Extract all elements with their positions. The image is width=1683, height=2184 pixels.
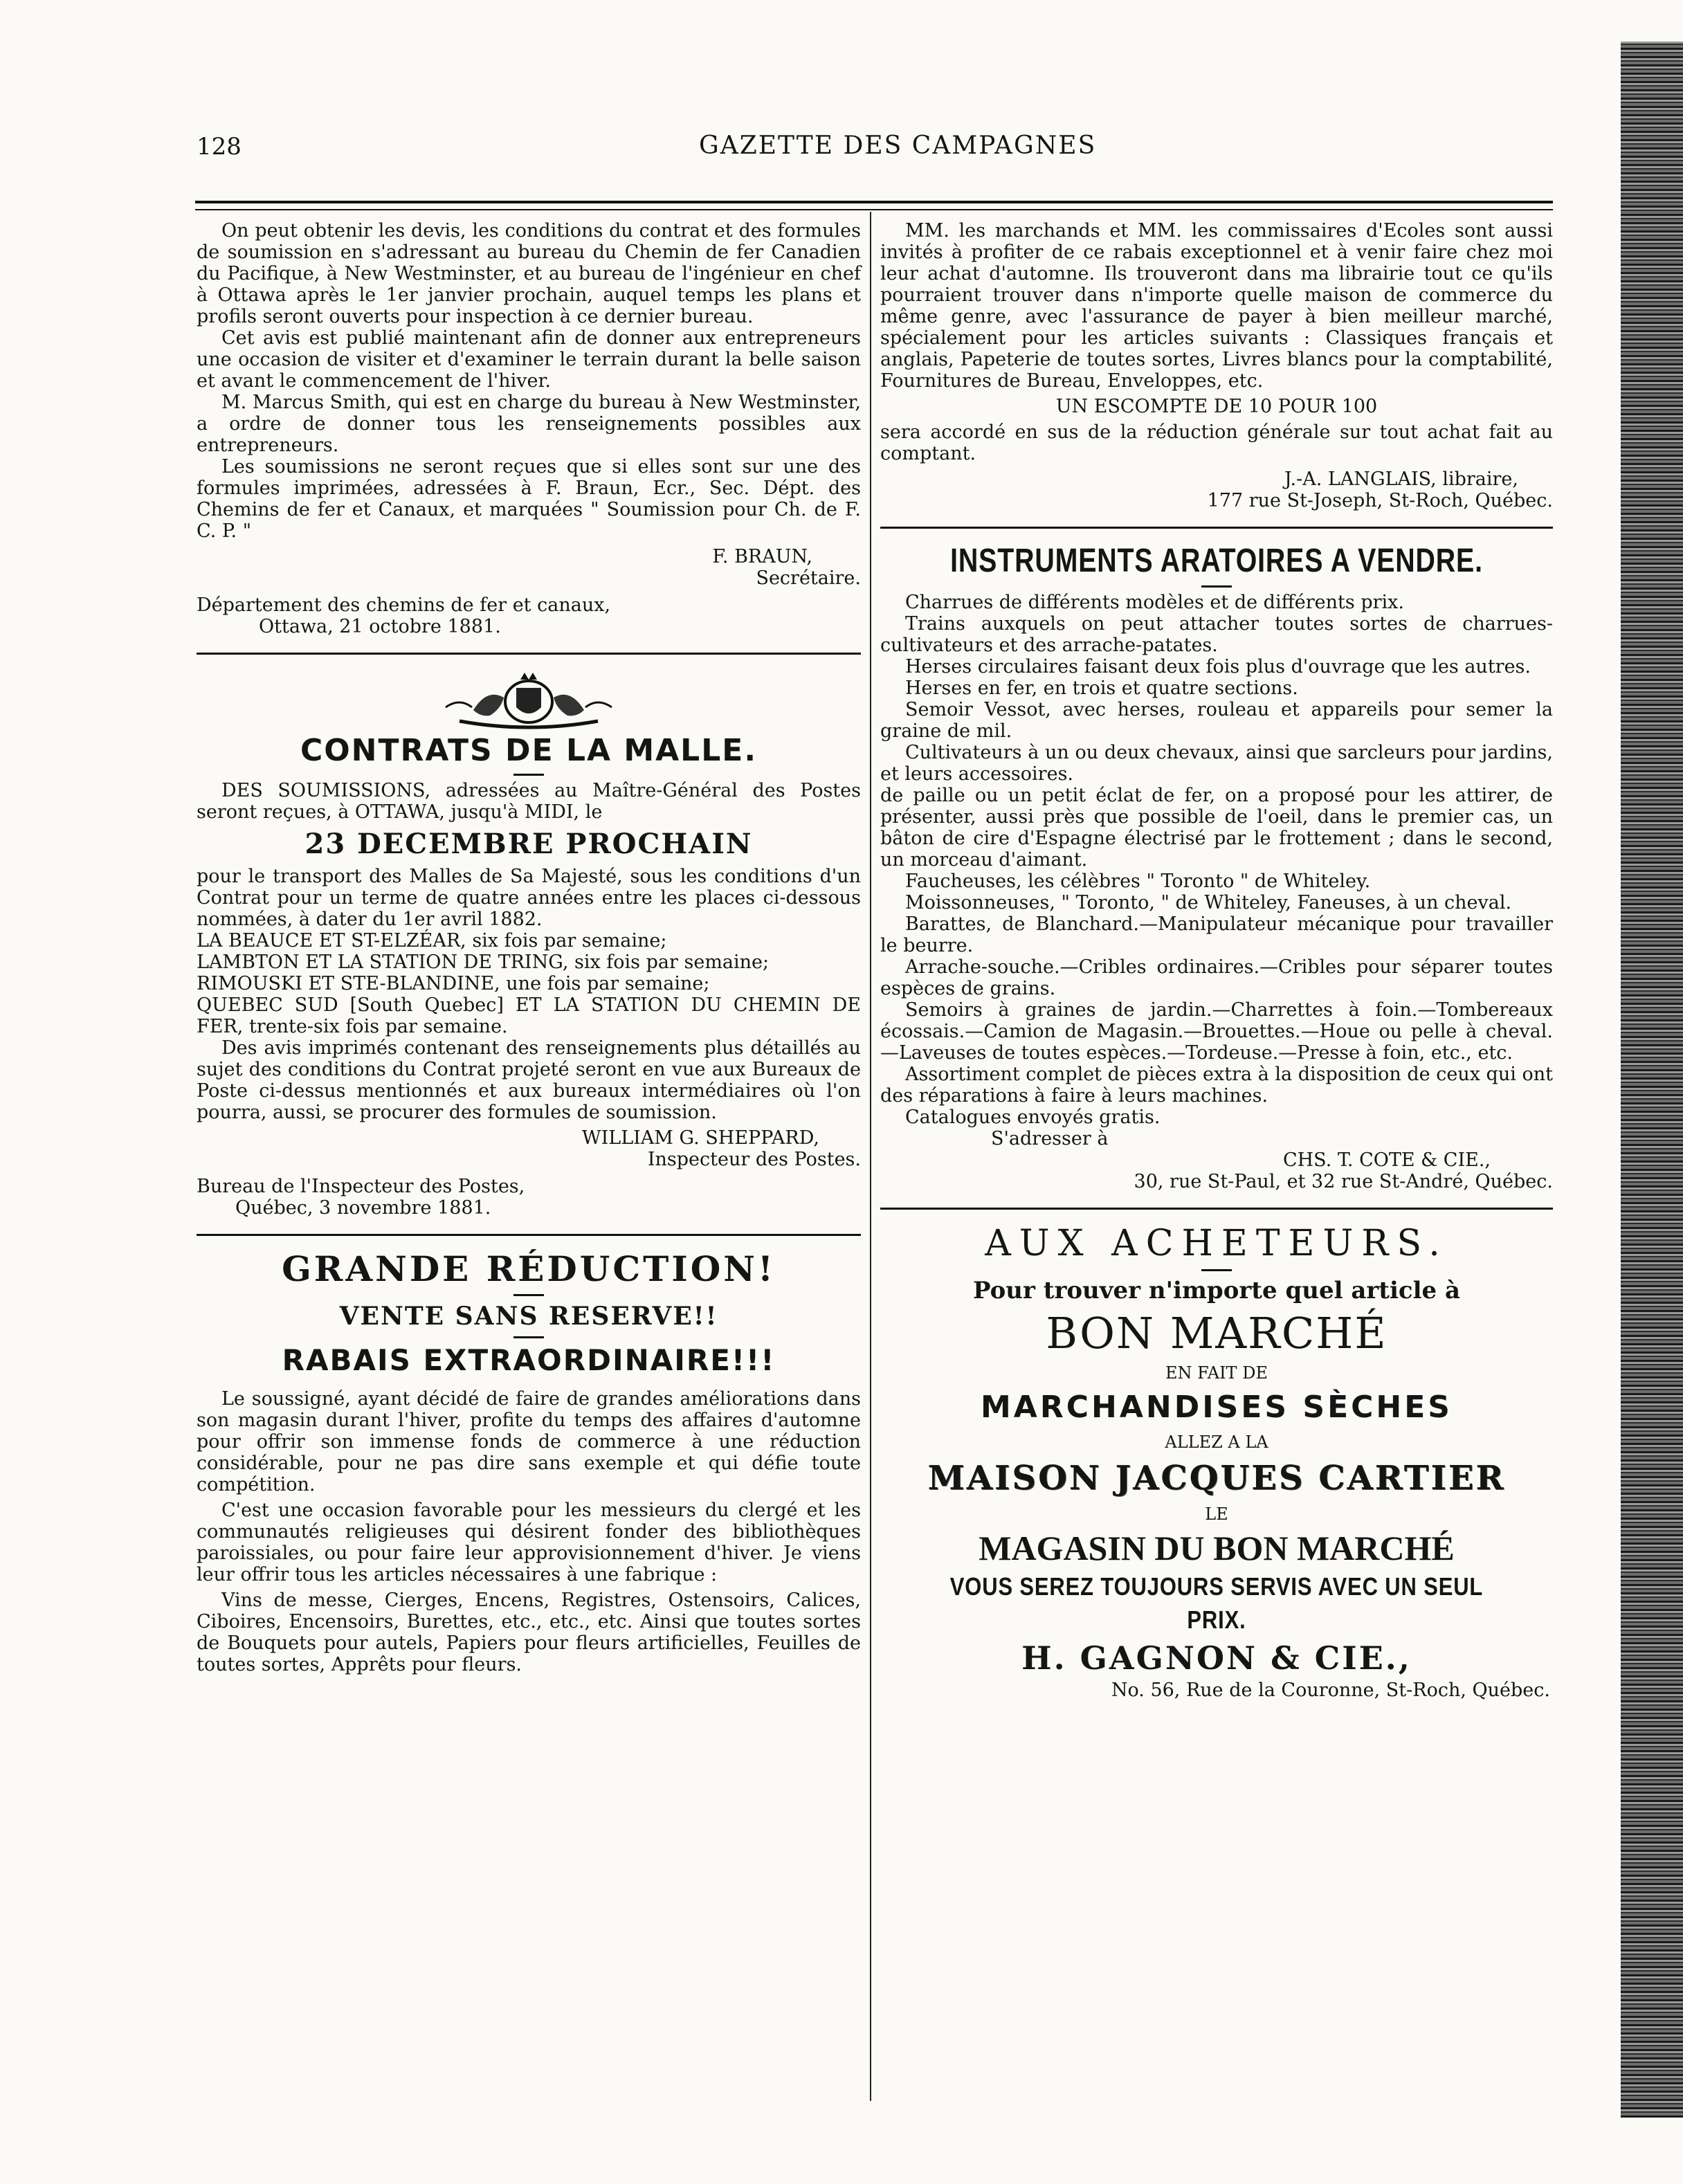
right-column xyxy=(880,220,1553,1701)
malle-route-3: RIMOUSKI ET STE-BLANDINE, une fois par semaine; xyxy=(197,973,710,994)
sheppard-signature: WILLIAM G. SHEPPARD, xyxy=(581,1127,819,1149)
reduction-title: GRANDE RÉDUCTION! xyxy=(282,1248,776,1289)
malle-date: 23 DECEMBRE PROCHAIN xyxy=(304,828,753,860)
braun-title: Secrétaire. xyxy=(756,567,861,589)
allez-a-la: ALLEZ A LA xyxy=(1165,1432,1268,1452)
bon-marche: BON MARCHÉ xyxy=(1046,1308,1388,1358)
langlais-signature: J.-A. LANGLAIS, libraire, xyxy=(1284,468,1518,490)
instrument-item: Semoir Vessot, avec herses, rouleau et appareils pour semer la graine de mil. xyxy=(880,699,1553,742)
column-divider xyxy=(870,212,871,2101)
devis-p3: M. Marcus Smith, qui est en charge du bureau à New Westminster, a ordre de donner tous les renseignements possibles aux entrepreneurs. xyxy=(197,392,861,456)
magasin-du-bon-marche: MAGASIN DU BON MARCHÉ xyxy=(979,1529,1455,1567)
short-rule xyxy=(1201,1269,1232,1271)
instrument-item: Herses en fer, en trois et quatre sections. xyxy=(905,677,1298,699)
reduction-ad xyxy=(197,1248,861,1675)
en-fait-de: EN FAIT DE xyxy=(1165,1363,1268,1383)
maison-jacques-cartier: MAISON JACQUES CARTIER xyxy=(927,1459,1506,1498)
reduction-p3: Vins de messe, Cierges, Encens, Registres, Ostensoirs, Calices, Ciboires, Encensoirs, Burettes, etc., etc., etc. Ainsi que toutes sortes de Bouquets pour autels, Papiers pour fleurs artificielles, Feuilles de toutes sortes, Apprêts pour fleurs. xyxy=(197,1590,861,1675)
gagnon-address: No. 56, Rue de la Couronne, St-Roch, Québec. xyxy=(1111,1680,1550,1701)
royal-coat-of-arms-icon xyxy=(432,667,626,729)
office-line-2: Québec, 3 novembre 1881. xyxy=(235,1197,491,1219)
instrument-item: Herses circulaires faisant deux fois plus d'ouvrage que les autres. xyxy=(905,656,1531,677)
malle-route-1: LA BEAUCE ET ST-ELZÉAR, six fois par semaine; xyxy=(197,930,667,952)
reduction-subtitle: VENTE SANS RESERVE!! xyxy=(339,1302,718,1331)
escompte-line: UN ESCOMPTE DE 10 POUR 100 xyxy=(1055,396,1378,417)
malle-intro: DES SOUMISSIONS, adressées au Maître-Général des Postes seront reçues, à OTTAWA, jusqu'à MIDI, le xyxy=(197,780,861,823)
section-rule xyxy=(197,1234,861,1236)
devis-p2: Cet avis est publié maintenant afin de donner aux entrepreneurs une occasion de visiter et d'examiner le terrain durant la belle saison et avant le commencement de l'hiver. xyxy=(197,327,861,392)
cote-company: CHS. T. COTE & CIE., xyxy=(1282,1149,1491,1171)
acheteurs-line-1: Pour trouver n'importe quel article à xyxy=(972,1277,1461,1304)
instrument-item: Cultivateurs à un ou deux chevaux, ainsi que sarcleurs pour jardins, et leurs accessoires. xyxy=(880,742,1553,785)
reduction-p1: Le soussigné, ayant décidé de faire de grandes améliorations dans son magasin durant l'hiver, profite du temps des affaires d'automne pour offrir son immense fonds de commerce à une réduction considérable, pour ne pas dire sans exemple et qui défie toute compétition. xyxy=(197,1388,861,1495)
section-rule xyxy=(880,1208,1553,1210)
malle-title: CONTRATS DE LA MALLE. xyxy=(300,733,758,768)
acheteurs-ad xyxy=(880,1222,1553,1701)
page-number: 128 xyxy=(197,133,242,161)
devis-p1: On peut obtenir les devis, les conditions du contrat et des formules de soumission en s'adressant au bureau du Chemin de fer Canadien du Pacifique, à New Westminster, et au bureau de l'ingénieur en chef à Ottawa après le 1er janvier prochain, auquel temps les plans et profils seront ouverts pour inspection à ce dernier bureau. xyxy=(197,220,861,327)
marchandises-seches: MARCHANDISES SÈCHES xyxy=(981,1390,1453,1425)
instrument-item: Charrues de différents modèles et de différents prix. xyxy=(905,592,1404,613)
short-rule xyxy=(513,1336,544,1338)
running-head: GAZETTE DES CAMPAGNES xyxy=(699,131,1097,160)
devis-notice xyxy=(197,220,861,637)
langlais-notice xyxy=(880,220,1553,511)
instrument-item: Barattes, de Blanchard.—Manipulateur mécanique pour travailler le beurre. xyxy=(880,913,1553,956)
langlais-address: 177 rue St-Joseph, St-Roch, Québec. xyxy=(1207,490,1553,511)
malle-route-4: QUEBEC SUD [South Quebec] ET LA STATION DU CHEMIN DE FER, trente-six fois par semaine. xyxy=(197,994,861,1037)
malle-route-2: LAMBTON ET LA STATION DE TRING, six fois par semaine; xyxy=(197,952,770,973)
reduction-subtitle-2: RABAIS EXTRAORDINAIRE!!! xyxy=(282,1343,776,1377)
short-rule xyxy=(513,1294,544,1296)
dept-line-1: Département des chemins de fer et canaux, xyxy=(197,594,611,616)
scan-edge xyxy=(1621,42,1683,2118)
left-column xyxy=(197,220,861,1675)
instruments-ad xyxy=(880,541,1553,1192)
sheppard-title: Inspecteur des Postes. xyxy=(647,1149,861,1170)
instrument-item: Catalogues envoyés gratis. xyxy=(905,1107,1161,1128)
acheteurs-title: AUX ACHETEURS. xyxy=(985,1223,1448,1264)
le-line: LE xyxy=(1205,1504,1228,1524)
gagnon-company: H. GAGNON & CIE., xyxy=(1021,1639,1412,1677)
langlais-p1: MM. les marchands et MM. les commissaires d'Ecoles sont aussi invités à profiter de ce rabais exceptionnel et à venir faire chez moi leur achat d'automne. Ils trouveront dans ma librairie tout ce qu'ils pourraient trouver dans n'importe quelle maison de commerce du même genre, avec l'assurance de payer à bien meilleur marché, spécialement pour les articles suivants : Classiques français et anglais, Papeterie de toutes sortes, Livres blancs pour la comptabilité, Fournitures de Bureau, Enveloppes, etc. xyxy=(880,220,1553,392)
instrument-item: Faucheuses, les célèbres " Toronto " de Whiteley. xyxy=(905,871,1371,892)
office-line-1: Bureau de l'Inspecteur des Postes, xyxy=(197,1176,525,1197)
devis-p4: Les soumissions ne seront reçues que si elles sont sur une des formules imprimées, adressées à F. Braun, Ecr., Sec. Dépt. des Chemins de fer et Canaux, et marquées " Soumission pour Ch. de F. C. P. " xyxy=(197,456,861,542)
instruments-title: INSTRUMENTS ARATOIRES A VENDRE. xyxy=(950,543,1483,579)
instrument-item: Assortiment complet de pièces extra à la disposition de ceux qui ont des réparations à faire à leurs machines. xyxy=(880,1064,1553,1107)
instrument-item: Trains auxquels on peut attacher toutes sortes de charrues-cultivateurs et des arrache-patates. xyxy=(880,613,1553,656)
instrument-item: Semoirs à graines de jardin.—Charrettes à foin.—Tombereaux écossais.—Camion de Magasin.—Brouettes.—Houe ou pelle à cheval.—Laveuses de toutes espèces.—Tordeuse.—Presse à foin, etc., etc. xyxy=(880,999,1553,1064)
sadresser-line: S'adresser à xyxy=(991,1128,1109,1149)
short-rule xyxy=(1201,585,1232,588)
head-rule xyxy=(195,201,1553,210)
dept-line-2: Ottawa, 21 octobre 1881. xyxy=(259,616,501,637)
malle-p2: Des avis imprimés contenant des renseignements plus détaillés au sujet des conditions du Contrat projeté seront en vue aux Bureaux de Poste ci-dessus mentionnés et aux bureaux intermédiaires où l'on pourra, aussi, se procurer des formules de soumission. xyxy=(197,1037,861,1123)
short-rule xyxy=(513,774,544,776)
langlais-p2: sera accordé en sus de la réduction générale sur tout achat fait au comptant. xyxy=(880,421,1553,464)
braun-signature: F. BRAUN, xyxy=(712,546,812,567)
servis-line: VOUS SEREZ TOUJOURS SERVIS AVEC UN SEUL PRIX. xyxy=(949,1572,1484,1634)
malle-notice xyxy=(197,667,861,1219)
section-rule xyxy=(197,653,861,655)
instrument-item: de paille ou un petit éclat de fer, on a proposé pour les attirer, de présenter, aussi près que possible de l'oeil, dans le premier cas, un bâton de cire d'Espagne électrisé par le frottement ; dans le second, un morceau d'aimant. xyxy=(880,785,1553,871)
section-rule xyxy=(880,527,1553,529)
instrument-item: Arrache-souche.—Cribles ordinaires.—Cribles pour séparer toutes espèces de grains. xyxy=(880,956,1553,999)
instrument-item: Moissonneuses, " Toronto, " de Whiteley, Faneuses, à un cheval. xyxy=(905,892,1512,913)
cote-address: 30, rue St-Paul, et 32 rue St-André, Québec. xyxy=(1134,1171,1553,1192)
malle-p1: pour le transport des Malles de Sa Majesté, sous les conditions d'un Contrat pour un terme de quatre années entre les places ci-dessous nommées, à dater du 1er avril 1882. xyxy=(197,866,861,930)
reduction-p2: C'est une occasion favorable pour les messieurs du clergé et les communautés religieuses qui désirent fonder des bibliothèques paroissiales, ou pour faire leur approvisionnement d'hiver. Je viens leur offrir tous les articles nécessaires à une fabrique : xyxy=(197,1500,861,1585)
